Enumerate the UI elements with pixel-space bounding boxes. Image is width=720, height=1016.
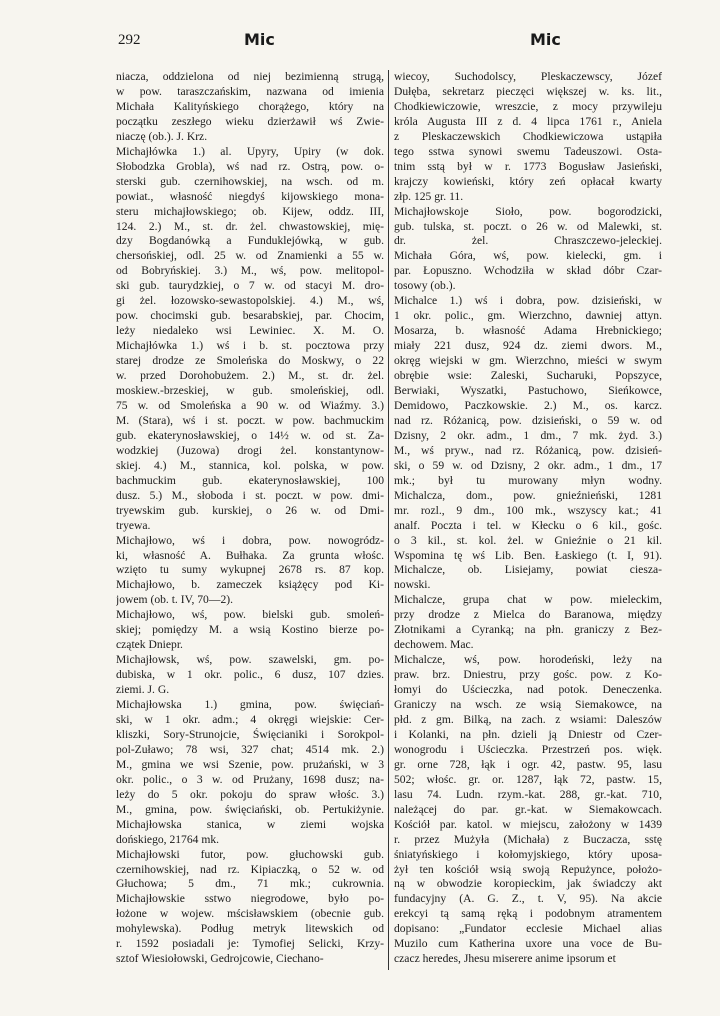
text-line: dzy Bogdanówką a Funduklejówką, w gub. [116,234,384,248]
text-line: sztof Wiesiołowski, Gedrojcowie, Ciechano- [116,952,324,966]
text-line: chersońskiej, odl. 25 w. od Znamienki a 55 w. [116,249,384,263]
text-line: Słobodzka Grobla), wś nad rz. Ostrą, pow. o- [116,159,384,173]
text-line: przy drodze z Mielca do Baranowa, między [394,608,662,622]
text-line: starej drodze ze Smoleńska do Moskwy, o 22 [116,354,384,368]
text-line: mohylewska). Podług metryk litewskich od [116,922,384,936]
text-line: skiej. 4.) M., stannica, kol. polska, w pow. [116,458,384,472]
text-line: Michajłówka 1.) wś i b. st. pocztowa przy [116,339,384,353]
text-line: Graniczy na wsch. ze wsią Siemakowce, na [394,698,662,712]
text-line: Michajłówka 1.) al. Upyry, Upiry (w dok. [116,144,384,158]
text-line: M., gmina we wsi Szenie, pow. prużański, w 3 [116,757,384,771]
text-line: leży niedaleko wsi Lewiniec. X. M. O. [116,324,384,338]
left-text-column [116,70,384,967]
text-line: 502; włośc. gr. or. 1287, łąk 72, pastw. 15, [394,772,662,786]
text-line: praw. brz. Dniestru, przy gośc. pow. z Ko- [394,668,662,682]
text-line: Michajłowskie sstwo niegrodowe, było po- [116,892,384,906]
text-line: śniatyńskiego i kołomyjskiego, który uposa- [394,847,662,861]
text-line: gi żel. łozowsko-sewastopolskiej. 4.) M., wś, [116,294,384,308]
text-line: nad rz. Różanicą, pow. dzisieński, o 59 w. od [394,413,662,427]
text-line: Michajłowsk, wś, pow. szawelski, gm. po- [116,653,384,667]
text-line: ski gub. taurydzkiej, o 7 w. od stacyi M. dro- [116,279,384,293]
text-line: o 3 kil., st. kol. żel. w Gnieźnie o 21 kil. [394,533,662,547]
text-line: miały 221 dusz, 924 dz. ziemi dwors. M., [394,339,662,353]
text-line: wonogrodu i Uścieczka. Przestrzeń pos. więk. [394,742,662,756]
text-line: Złotnikami a Cyranką; na płn. graniczy z Bez- [394,623,662,637]
text-line: Dułęba, sekretarz pieczęci większej w. ks. lit., [394,84,662,98]
text-line: 75 w. od Smoleńska a 90 w. od Wiaźmy. 3.) [116,398,384,412]
text-line: dusz. 5.) M., słoboda i st. poczt. w pow. dmi- [116,488,384,502]
text-line: dopisano: „Fundator ecclesie Michael alias [394,922,662,936]
text-line: ki, własność A. Bułhaka. Za grunta włośc. [116,548,384,562]
text-line: okr. polic., o 3 w. od Prużany, 1698 dusz; na- [116,772,384,786]
text-line: łomyi do Uścieczka, nad potok. Deneczenka. [394,683,662,697]
text-line: z Pleskaczewskich Chodkiewiczowa ustąpiła [394,129,662,143]
text-line: Michalcze, grupa chat w pow. mieleckim, [394,593,662,607]
text-line: okręg wiejski w gm. Wierzchno, mieści w swym [394,354,662,368]
text-line: gub. ekaterynosławskiej, o 14½ w. od st. Za- [116,428,384,442]
text-line: tego sstwa synowi swemu Tadeuszowi. Osta- [394,144,662,158]
text-line: Chodkiewiczowie, wreszcie, z mocy przywileju [394,99,662,113]
text-line: dr. żel. Chraszczewo-jeleckiej. [394,234,662,248]
text-line: złp. 125 gr. 11. [394,189,464,203]
text-line: Michalcze, wś, pow. horodeński, leży na [394,653,662,667]
text-line: żył ten kościół wsią swoją Repużynce, położo- [394,862,662,876]
text-line: Michała Góra, wś, pow. kielecki, gm. i [394,249,662,263]
text-line: powiat., własność niegdyś kijowskiego mona- [116,189,384,203]
text-line: analf. Poczta i tel. w Kłecku o 6 kil., gośc. [394,518,662,532]
text-line: ski, w 1 okr. adm.; 4 okręgi wiejskie: Cer- [116,712,384,726]
text-line: nowski. [394,578,431,592]
text-line: Michalce 1.) wś i dobra, pow. dzisieński, w [394,294,662,308]
text-line: Dzisny, 2 okr. adm., 1 dm., 7 mk. żyd. 3.) [394,428,662,442]
text-line: Michajłowo, b. zameczek książęcy pod Ki- [116,578,384,592]
text-line: krajczy kowieński, który zeń opłacał kwarty [394,174,662,188]
text-line: króla Augusta III z d. 4 lipca 1761 r., Aniela [394,114,662,128]
text-line: Głuchowa; 5 dm., 71 mk.; cukrownia. [116,877,384,891]
text-line: należącej do par. gr.-kat. w Siemakowcach. [394,802,662,816]
text-line: w pow. taraszczańskim, nazwana od imienia [116,84,384,98]
page-number: 292 [118,32,141,48]
text-line: Michajłowo, wś i dobra, pow. nowogródz- [116,533,384,547]
text-line: moskiew.-brzeskiej, w gub. smoleńskiej, odl. [116,384,384,398]
text-line: gr. orne 728, łąk i ogr. 42, pastw. 95, lasu [394,757,662,771]
text-line: Michajłowski futor, pow. głuchowski gub. [116,847,384,861]
text-line: tnim sstą był w r. 1773 Bogusław Jasieński, [394,159,662,173]
text-line: Michajłowska stanica, w ziemi wojska [116,817,384,831]
text-line: Michajłowskoje Sioło, pow. bogorodzicki, [394,204,662,218]
page-header [0,30,720,54]
text-line: Demidowo, Paczkowskie. 2.) M., os. karcz. [394,398,662,412]
running-head-left: Mic [244,30,275,49]
text-line: leży do 5 okr. pokoju do spraw włośc. 3.) [116,787,384,801]
text-line: dońskiego, 21764 mk. [116,832,220,846]
text-line: Mosarza, b. własność Adama Hrebnickiego; [394,324,662,338]
text-line: Kościół par. katol. w miejscu, założony w 1439 [394,817,662,831]
text-line: tryewskim gub. kurskiej, o 26 w. od Dmi- [116,503,384,517]
text-line: ziemi. J. G. [116,683,170,697]
text-line: M., gmina, pow. święciański, ob. Pertukiżynie. [116,802,384,816]
text-line: Wspomina tę wś Lib. Ben. Łaskiego (t. I, 91). [394,548,662,562]
text-line: par. Łopuszno. Wchodziła w skład dóbr Czar- [394,264,662,278]
text-line: Berwiaki, Wyszatki, Pastuchowo, Sieńkowce, [394,384,662,398]
text-line: fundacyjny (A. G. Z., t. V, 95). Na akcie [394,892,662,906]
text-line: r. 1592 posiadali je: Tymofiej Selicki, Krzy- [116,937,384,951]
text-line: erekcyi tą samą ręką i podobnym atramentem [394,907,662,921]
text-line: 124. 2.) M., st. dr. żel. chwastowskiej, mię- [116,219,384,233]
right-text-column [394,70,662,967]
text-line: łożone w wojew. mścisławskiem (obecnie gub. [116,907,384,921]
text-line: dechowem. Mac. [394,638,474,652]
text-line: Muzilo cum Katherina uxore una voce de Bu- [394,937,662,951]
text-line: pol-Zuławo; 78 wsi, 327 chat; 4514 mk. 2.) [116,742,384,756]
text-line: ną w obwodzie koropieckim, jak świadczy akt [394,877,662,891]
text-line: czernihowskiej, nad rz. Kipiaczką, o 52 w. od [116,862,384,876]
text-line: niaczę (ob.). J. Krz. [116,129,208,143]
text-line: czacz heredes, Jhesu miserere anime ipsorum et [394,952,616,966]
text-line: M., wś pryw., nad rz. Różanicą, pow. dzisień- [394,443,662,457]
text-line: skiej; pomiędzy M. a wsią Kostino bierze po- [116,623,384,637]
text-line: dubiska, w 1 okr. polic., 6 dusz, 107 dzies. [116,668,384,682]
text-line: wodzkiej (Juzowa) drogi żel. konstantynow- [116,443,384,457]
text-line: Michajłowo, wś, pow. bielski gub. smoleń- [116,608,384,622]
text-line: r. przez Mużyła (Michała) z Buczacza, sstę [394,832,662,846]
text-line: pow. chocimski gub. besarabskiej, par. Chocim, [116,309,384,323]
text-line: bachmuckim gub. ekaterynosławskiej, 100 [116,473,384,487]
text-line: ski, o 59 w. od Dzisny, 2 okr. adm., 1 dm., 17 [394,458,662,472]
text-line: mk.; był tu murowany młyn wodny. [394,473,662,487]
text-line: Michalcze, ob. Lisiejamy, powiat cieszа- [394,563,662,577]
text-line: Michalcza, dom., pow. gnieźnieński, 1281 [394,488,662,502]
text-line: w. przed Dorohobużem. 2.) M., st. dr. żel. [116,369,384,383]
text-line: sterski gub. czernihowskiej, na wsch. od m. [116,174,384,188]
text-line: steru michajłowskiego; ob. Kijew, oddz. III, [116,204,384,218]
text-line: kliszki, Sory-Strunojcie, Święcianiki i Sorokpol- [116,727,384,741]
text-line: Michała Kalityńskiego chorążego, który na [116,99,384,113]
text-line: M. (Stara), wś i st. poczt. w pow. bachmuckim [116,413,384,427]
text-line: wiecoy, Suchodolscy, Pleskaczewscy, Józef [394,70,662,83]
text-line: początku zeszłego wieku dzierżawił wś Zwie- [116,114,384,128]
text-line: i Kolanki, na płn. dzieli ją Dniestr od Czer- [394,727,662,741]
text-line: od Bobryńskiej. 3.) M., wś, pow. melitopol- [116,264,384,278]
text-line: niacza, oddzielona od niej bezimienną strugą, [116,70,384,83]
running-head-right: Mic [530,30,561,49]
text-line: tosowy (ob.). [394,279,456,293]
text-line: gub. tulska, st. poczt. o 26 w. od Malewki, st. [394,219,662,233]
text-line: Michajłowska 1.) gmina, pow. święciań- [116,698,384,712]
text-line: jowem (ob. t. IV, 70—2). [116,593,234,607]
text-line: wzięto tu sumy wykupnej 2678 rs. 87 kop. [116,563,384,577]
text-line: obrębie wsie: Zaleski, Sucharuki, Popszyce, [394,369,662,383]
column-divider [388,70,389,970]
text-line: tryewa. [116,518,151,532]
text-line: 1 okr. polic., gm. Wierzchno, dawniej attyn. [394,309,662,323]
text-line: mr. rozl., 9 dm., 100 mk., wszyscy kat.; 41 [394,503,662,517]
text-line: płd. z gm. Bilką, na zach. z wsiami: Daleszów [394,712,662,726]
text-line: czątek Dniepr. [116,638,183,652]
text-line: lasu 74. Ludn. rzym.-kat. 288, gr.-kat. 710, [394,787,662,801]
